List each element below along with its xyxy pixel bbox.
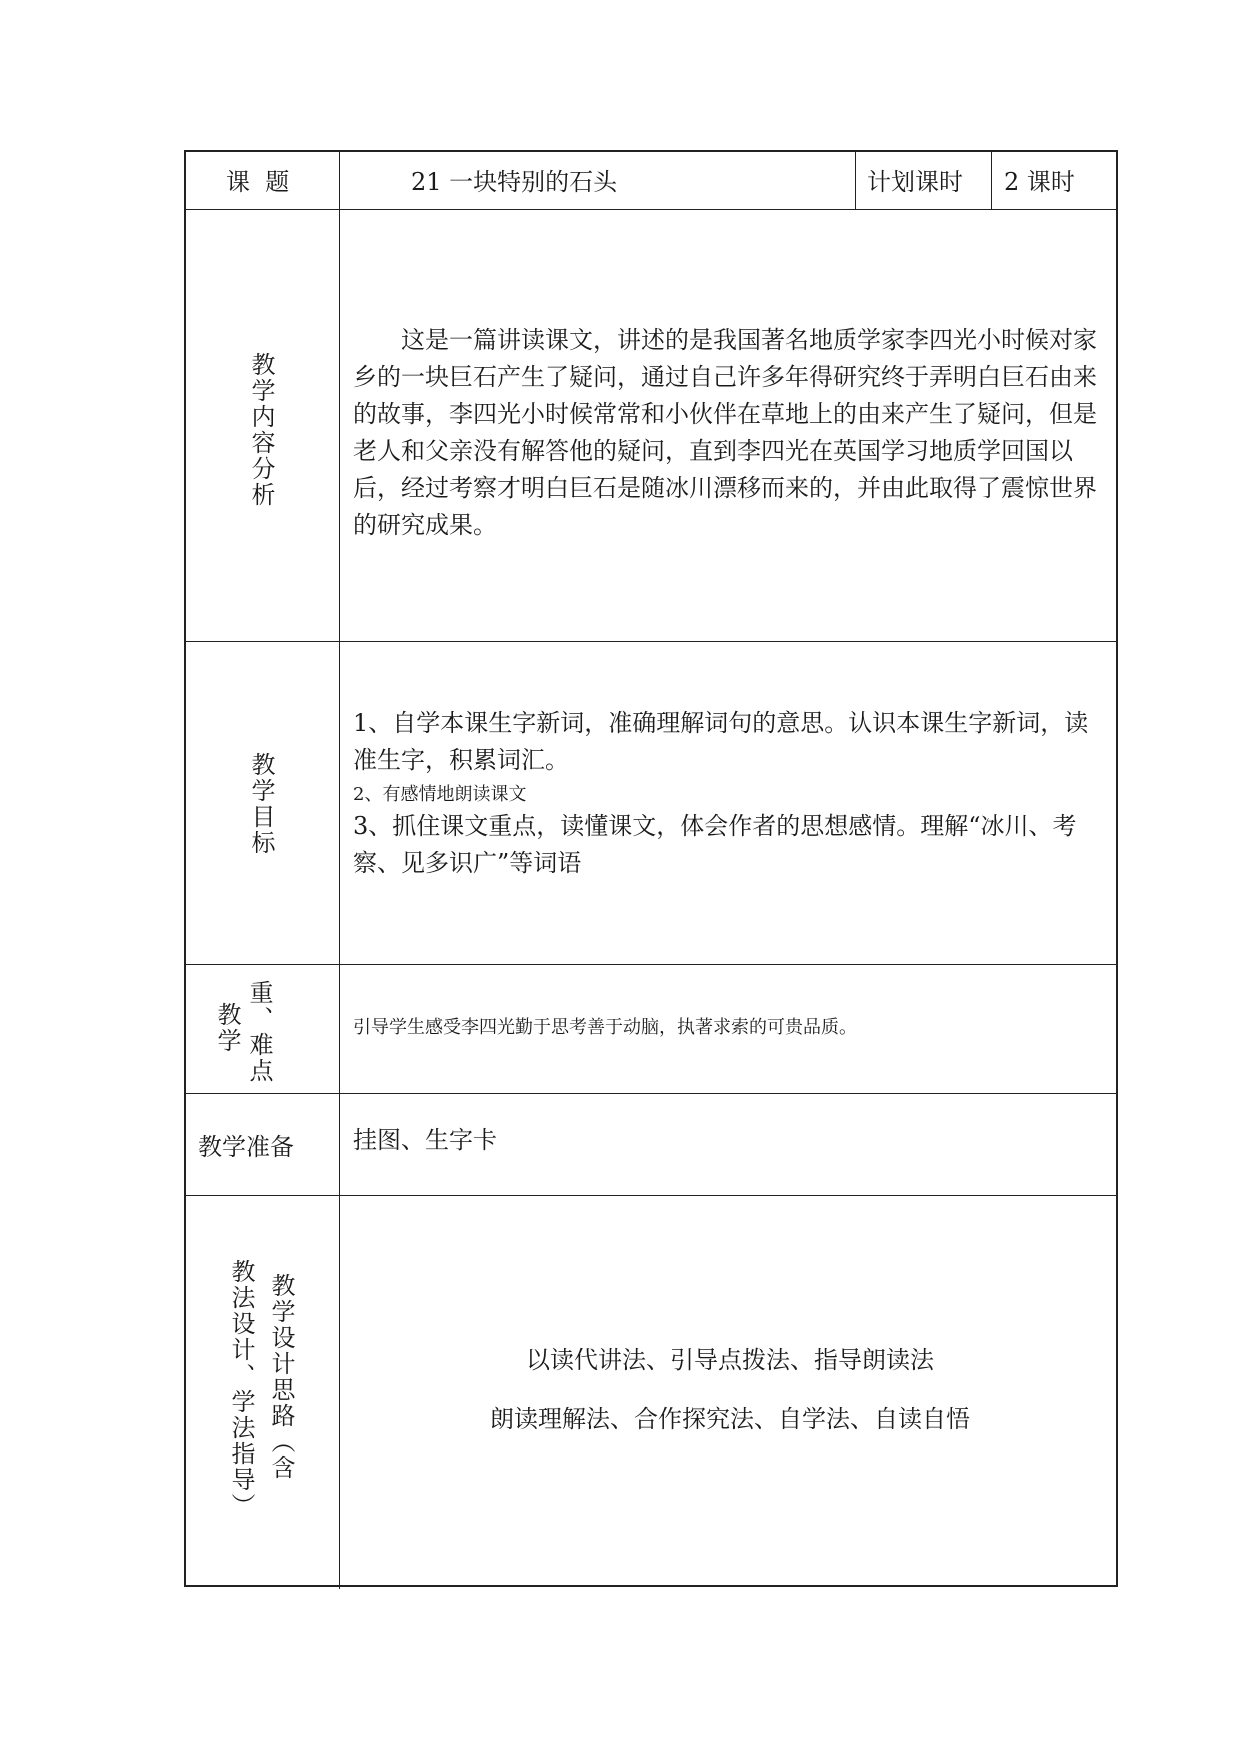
teaching-methods-text: 以读代讲法、引导点拨法、指导朗读法	[526, 1346, 934, 1374]
topic-value: 21 一块特别的石头	[411, 168, 618, 196]
objective-item-2: 2、有感情地朗读课文	[353, 784, 527, 805]
learning-methods-text: 朗读理解法、合作探究法、自学法、自读自悟	[490, 1405, 970, 1433]
row-divider	[186, 964, 1116, 965]
column-divider	[855, 152, 856, 209]
objectives-list	[353, 705, 1111, 882]
key-points-text: 引导学生感受李四光勤于思考善于动脑，执著求索的可贵品质。	[353, 1017, 857, 1038]
objectives-label: 教学目标	[247, 752, 275, 856]
planned-hours-value: 2 课时	[1004, 168, 1075, 196]
column-divider	[991, 152, 992, 209]
row-divider	[186, 1195, 1116, 1196]
row-divider	[186, 209, 1116, 210]
topic-label: 课 题	[226, 168, 290, 196]
preparation-label: 教学准备	[198, 1133, 294, 1161]
planned-hours-label: 计划课时	[867, 168, 963, 196]
column-divider	[339, 152, 340, 1589]
design-label-col2: 教法设计、学法指导）	[227, 1259, 255, 1519]
objective-item-3: 3、抓住课文重点，读懂课文，体会作者的思想感情。理解“冰川、考察、见多识广”等词语	[353, 812, 1077, 877]
lesson-plan-table	[184, 150, 1118, 1587]
preparation-text: 挂图、生字卡	[353, 1126, 497, 1154]
content-analysis-text: 这是一篇讲读课文，讲述的是我国著名地质学家李四光小时候对家乡的一块巨石产生了疑问，通过自己许多年得研究终于弄明白巨石由来的故事，李四光小时候常常和小伙伴在草地上的由来产生了疑问，但是老人和父亲没有解答他的疑问，直到李四光在英国学习地质学回国以后，经过考察才明白巨石是随冰川漂移而来的，并由此取得了震惊世界的研究成果。	[353, 326, 1097, 539]
content-analysis-label: 教学内容分析	[247, 352, 275, 508]
design-label-col1: 教学设计思路（含	[267, 1273, 295, 1481]
row-divider	[186, 641, 1116, 642]
row-divider	[186, 1093, 1116, 1094]
key-points-label-col2: 教学	[213, 1002, 241, 1054]
key-points-label-col1: 重、难点	[245, 980, 273, 1084]
objective-item-1: 1、自学本课生字新词，准确理解词句的意思。认识本课生字新词，读准生字，积累词汇。	[353, 709, 1089, 774]
